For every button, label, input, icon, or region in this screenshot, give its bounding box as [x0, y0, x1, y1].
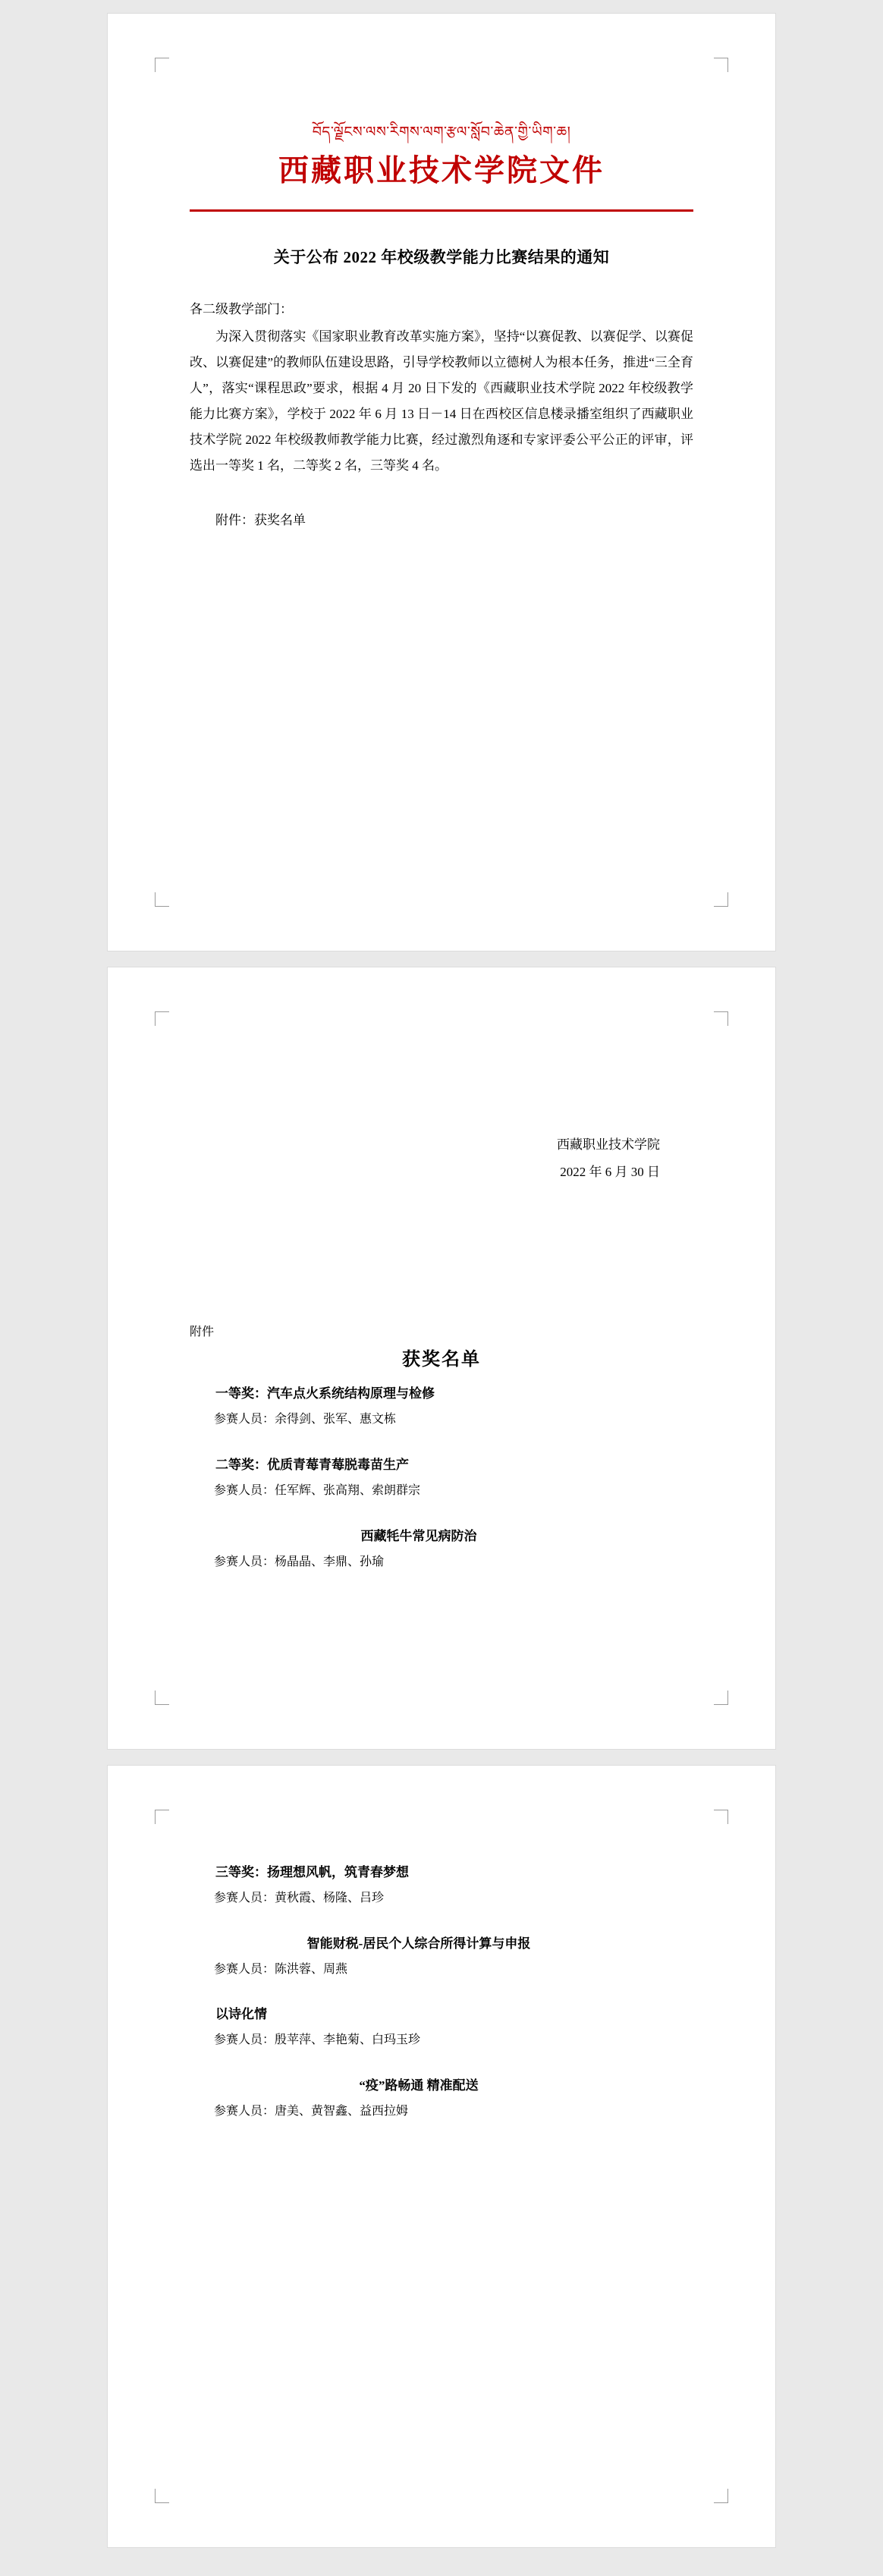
spacer — [190, 2053, 693, 2062]
page-3-content — [108, 1766, 775, 2547]
document-title: 关于公布 2022 年校级教学能力比赛结果的通知 — [273, 247, 610, 266]
award-members: 参赛人员：殷苹萍、李艳菊、白玛玉珍 — [214, 2033, 421, 2047]
award-entry-second-b — [190, 1524, 693, 1575]
page-2-content — [108, 967, 775, 1749]
award-members: 参赛人员：余得剑、张军、惠文栋 — [214, 1413, 397, 1426]
masthead-tibetan-title: བོད་ལྗོངས་ལས་རིགས་ལག་རྩལ་སློབ་ཆེན་གྱི་ཡིག་ཆ། — [312, 124, 571, 140]
signature-block — [190, 1131, 693, 1185]
attachment-label: 附件 — [190, 1326, 215, 1339]
signature-organization: 西藏职业技术学院 — [557, 1137, 660, 1152]
award-entry-third-c — [190, 2002, 693, 2053]
spacer — [190, 1504, 693, 1513]
award-title: 以诗化情 — [215, 2007, 267, 2022]
award-members: 参赛人员：唐美、黄智鑫、益西拉姆 — [214, 2104, 409, 2118]
masthead — [190, 123, 693, 212]
spacer — [190, 1911, 693, 1920]
signature-date: 2022 年 6 月 30 日 — [560, 1164, 660, 1179]
award-entry-third-d — [190, 2073, 693, 2125]
award-title: 三等奖：扬理想风帆，筑青春梦想 — [215, 1865, 409, 1879]
award-entry-first — [190, 1381, 693, 1433]
document-body-paragraph: 为深入贯彻落实《国家职业教育改革实施方案》，坚持“以赛促教、以赛促学、以赛促改、以赛促建”的教师队伍建设思路，引导学校教师以立德树人为根本任务，推进“三全育人”，落实“课程思政”要求，根据 4 月 20 日下发的《西藏职业技术学院 2022 年校级教学能力比赛方案》，学校于 2022 年 6 月 13 日－14 日在西校区信息楼录播室组织了西藏职业技术学院 2022 年校级教师教学能力比赛，经过激烈角逐和专家评委公平公正的评审，评选出一等奖 1 名，二等奖 2 名，三等奖 4 名。 — [190, 329, 693, 473]
award-title: “疫”路畅通 精准配送 — [359, 2077, 479, 2093]
award-title: 二等奖：优质青莓青莓脱毒苗生产 — [215, 1457, 409, 1472]
award-members: 参赛人员：陈洪蓉、周燕 — [214, 1962, 348, 1976]
award-title: 西藏牦牛常见病防治 — [360, 1528, 477, 1543]
award-entry-second — [190, 1452, 693, 1504]
award-members: 参赛人员：任军辉、张高翔、索朗群宗 — [214, 1483, 421, 1497]
document-addressee: 各二级教学部门： — [190, 301, 293, 316]
award-list-title: 获奖名单 — [402, 1350, 481, 1370]
spacer — [190, 1433, 693, 1442]
document-page-3 — [108, 1766, 775, 2547]
page-1-content — [108, 14, 775, 951]
award-title: 一等奖：汽车点火系统结构原理与检修 — [215, 1386, 435, 1401]
document-page-1 — [108, 14, 775, 951]
document-page-2 — [108, 967, 775, 1749]
spacer — [190, 1982, 693, 1991]
masthead-chinese-title: 西藏职业技术学院文件 — [278, 153, 605, 187]
award-entry-third-b — [190, 1931, 693, 1983]
award-members: 参赛人员：杨晶晶、李鼎、孙瑜 — [214, 1555, 385, 1568]
award-title: 智能财税-居民个人综合所得计算与申报 — [306, 1936, 531, 1951]
award-members: 参赛人员：黄秋霞、杨隆、吕珍 — [214, 1892, 385, 1904]
attachment-note: 附件：获奖名单 — [215, 512, 306, 527]
masthead-red-rule — [190, 209, 693, 212]
award-entry-third-a — [190, 1860, 693, 1911]
